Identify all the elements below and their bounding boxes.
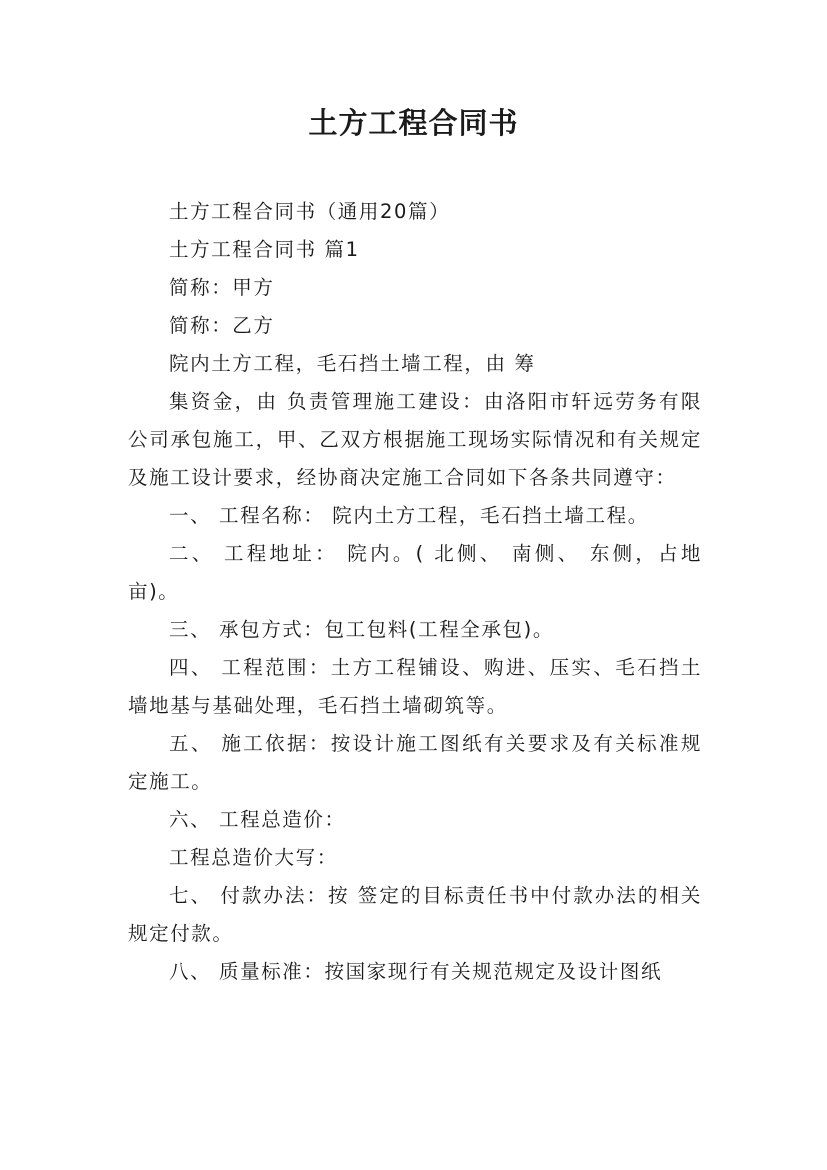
paragraph: 集资金，由 负责管理施工建设：由洛阳市轩远劳务有限公司承包施工，甲、乙双方根据施工现场实际情况和有关规定及施工设计要求，经协商决定施工合同如下各条共同遵守：	[128, 390, 702, 489]
paragraph: 简称：甲方	[169, 276, 275, 299]
paragraph: 三、 承包方式：包工包料(工程全承包)。	[169, 618, 554, 641]
paragraph: 六、 工程总造价：	[169, 808, 346, 831]
document-body	[128, 193, 702, 991]
paragraph: 工程总造价大写：	[169, 846, 338, 869]
paragraph: 七、 付款办法：按 签定的目标责任书中付款办法的相关规定付款。	[128, 884, 702, 945]
paragraph: 二、 工程地址： 院内。( 北侧、 南侧、 东侧，占地亩)。	[128, 542, 702, 603]
paragraph: 四、 工程范围：土方工程铺设、购进、压实、毛石挡土墙地基与基础处理，毛石挡土墙砌筑等。	[128, 656, 702, 717]
paragraph: 八、 质量标准：按国家现行有关规范规定及设计图纸	[169, 960, 663, 983]
paragraph: 土方工程合同书 篇1	[169, 238, 360, 261]
paragraph: 一、 工程名称： 院内土方工程，毛石挡土墙工程。	[169, 504, 649, 527]
paragraph: 五、 施工依据：按设计施工图纸有关要求及有关标准规定施工。	[128, 732, 702, 793]
paragraph: 简称：乙方	[169, 314, 275, 337]
paragraph: 土方工程合同书（通用20篇）	[169, 200, 451, 223]
document-title: 土方工程合同书	[308, 106, 519, 140]
paragraph: 院内土方工程，毛石挡土墙工程，由 筹	[169, 352, 536, 375]
